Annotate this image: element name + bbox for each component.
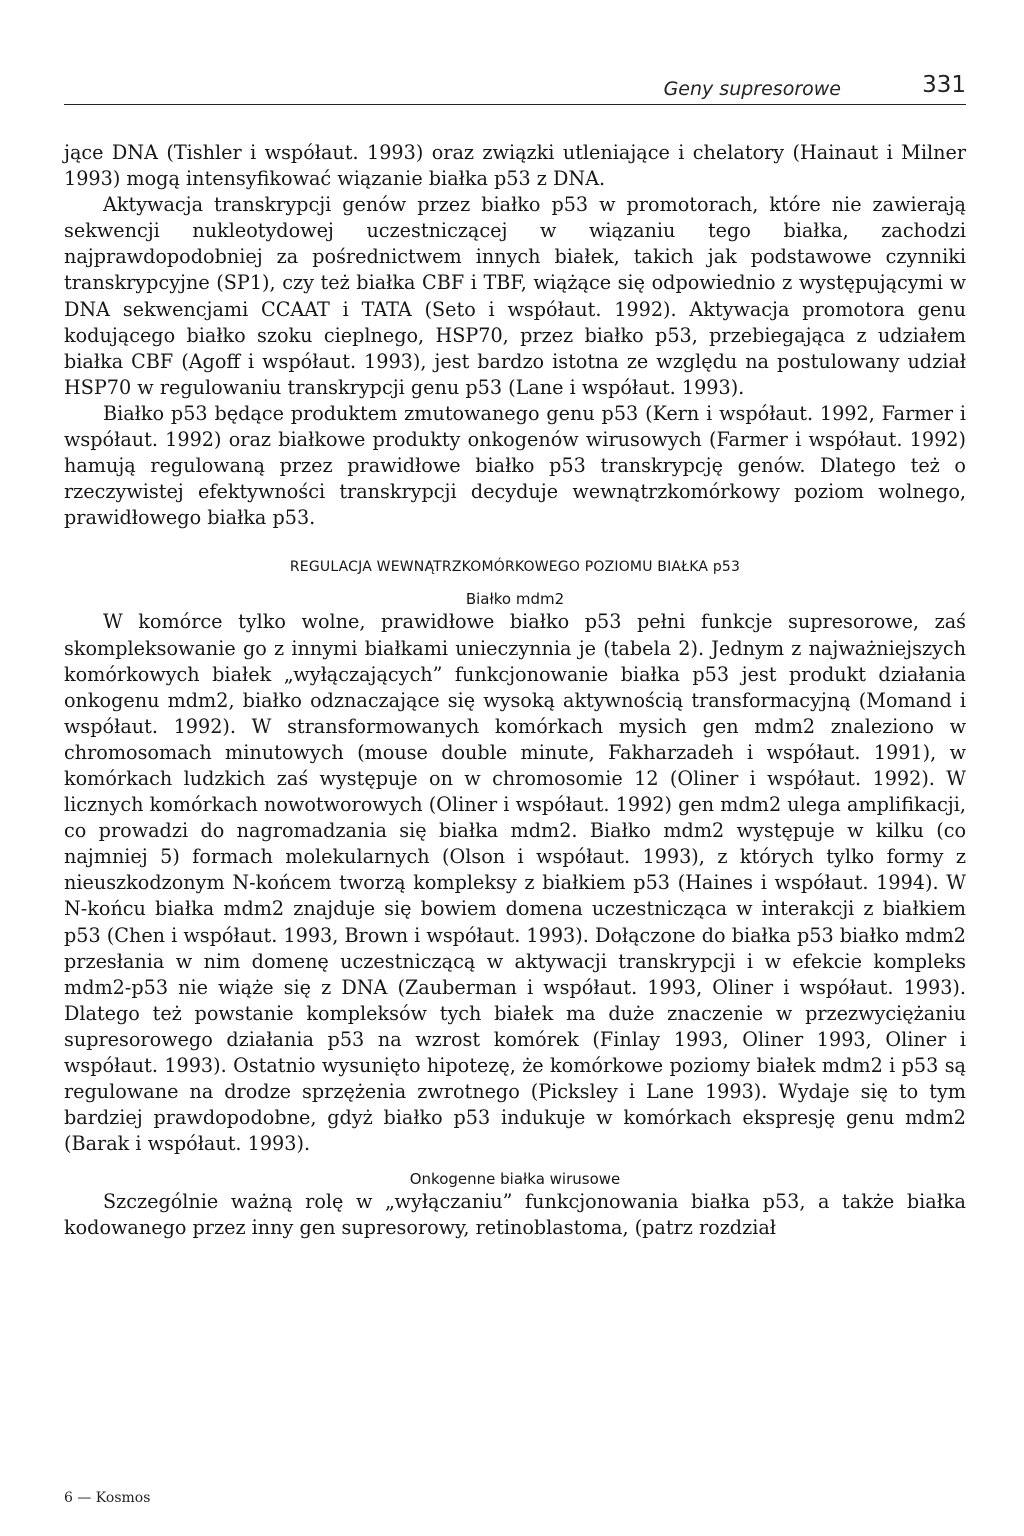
subheading-viral-proteins: Onkogenne białka wirusowe [409,1170,621,1189]
section-heading: REGULACJA WEWNĄTRZKOMÓRKOWEGO POZIOMU BIAŁKA p53 [289,559,741,576]
paragraph-mutant-p53: Białko p53 będące produktem zmutowanego genu p53 (Kern i współaut. 1992, Farmer i współaut. 1992) oraz białkowe produkty onkogenów wirusowych (Farmer i współaut. 1992) hamują regulowaną przez prawidłowe białko p53 transkrypcję genów. Dlatego też o rzeczywistej efektywności transkrypcji decyduje wewnątrzkomórkowy poziom wolnego, prawidłowego białka p53. [64,401,966,530]
page-header [64,72,966,105]
paragraph-transcription-activation: Aktywacja transkrypcji genów przez białko p53 w promotorach, które nie zawierają sekwencji nukleotydowej uczestniczącej w wiązaniu tego białka, zachodzi najprawdopodobniej za pośrednictwem innych białek, takich jak podstawowe czynniki transkrypcyjne (SP1), czy też białka CBF i TBF, wiążące się odpowiednio z występującymi w DNA sekwencjami CCAAT i TATA (Seto i współaut. 1992). Aktywacja promotora genu kodującego białko szoku cieplnego, HSP70, przez białko p53, przebiegająca z udziałem białka CBF (Agoff i współaut. 1993), jest bardzo istotna ze względu na postulowany udział HSP70 w regulowaniu transkrypcji genu p53 (Lane i współaut. 1993). [64,193,966,399]
paragraph-continuation: jące DNA (Tishler i współaut. 1993) oraz związki utleniające i chelatory (Hainaut i Milner 1993) mogą intensyfikować wiązanie białka p53 z DNA. [64,141,966,191]
body-text [64,140,966,1242]
page-number: 331 [922,72,966,98]
subheading-mdm2: Białko mdm2 [465,590,565,609]
page-footer: 6 — Kosmos [64,1490,151,1506]
paragraph-viral-proteins: Szczególnie ważną rolę w „wyłączaniu” funkcjonowania białka p53, a także białka kodowanego przez inny gen supresorowy, retinoblastoma, (patrz rozdział [64,1190,966,1240]
running-title: Geny supresorowe [663,78,841,100]
paragraph-mdm2: W komórce tylko wolne, prawidłowe białko p53 pełni funkcje supresorowe, zaś skompleksowanie go z innymi białkami unieczynnia je (tabela 2). Jednym z najważniejszych komórkowych białek „wyłączających” funkcjonowanie białka p53 jest produkt działania onkogenu mdm2, białko odznaczające się wysoką aktywnością transformacyjną (Momand i współaut. 1992). W stransformowanych komórkach mysich gen mdm2 znaleziono w chromosomach minutowych (mouse double minute, Fakharzadeh i współaut. 1991), w komórkach ludzkich zaś występuje on w chromosomie 12 (Oliner i współaut. 1992). W licznych komórkach nowotworowych (Oliner i współaut. 1992) gen mdm2 ulega amplifikacji, co prowadzi do nagromadzania się białka mdm2. Białko mdm2 występuje w kilku (co najmniej 5) formach molekularnych (Olson i współaut. 1993), z których tylko formy z nieuszkodzonym N-końcem tworzą kompleksy z białkiem p53 (Haines i współaut. 1994). W N-końcu białka mdm2 znajduje się bowiem domena uczestnicząca w interakcji z białkiem p53 (Chen i współaut. 1993, Brown i współaut. 1993). Dołączone do białka p53 białko mdm2 przesłania w nim domenę uczestniczącą w aktywacji transkrypcji i w efekcie kompleks mdm2-p53 nie wiąże się z DNA (Zauberman i współaut. 1993, Oliner i współaut. 1993). Dlatego też powstanie kompleksów tych białek ma duże znaczenie w przezwyciężaniu supresorowego działania p53 na wzrost komórek (Finlay 1993, Oliner 1993, Oliner i współaut. 1993). Ostatnio wysunięto hipotezę, że komórkowe poziomy białek mdm2 i p53 są regulowane na drodze sprzężenia zwrotnego (Picksley i Lane 1993). Wydaje się to tym bardziej prawdopodobne, gdyż białko p53 indukuje w komórkach ekspresję genu mdm2 (Barak i współaut. 1993). [64,610,966,1156]
